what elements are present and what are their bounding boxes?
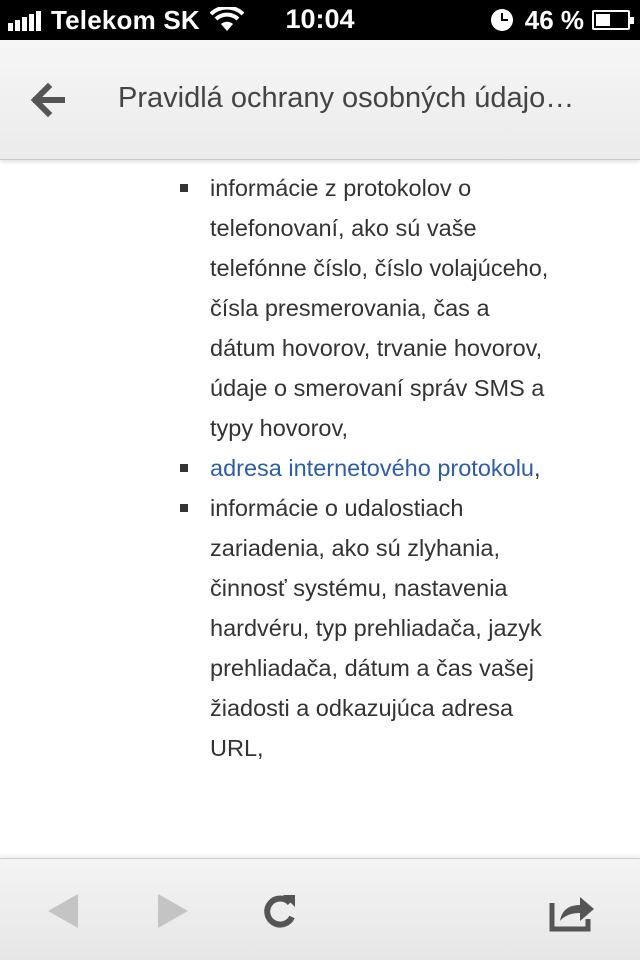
carrier-name: Telekom SK bbox=[51, 4, 200, 35]
back-button[interactable] bbox=[24, 78, 72, 122]
list-item bbox=[180, 488, 550, 768]
bullet-icon bbox=[180, 464, 188, 472]
battery-percent: 46 % bbox=[524, 4, 584, 35]
browser-forward-button[interactable] bbox=[146, 889, 194, 933]
list-item bbox=[180, 168, 550, 448]
page-title: Pravidlá ochrany osobných údajo… bbox=[118, 82, 575, 114]
battery-fill bbox=[596, 14, 610, 26]
forward-triangle-icon bbox=[146, 889, 194, 933]
reload-button[interactable] bbox=[256, 889, 304, 933]
browser-back-button[interactable] bbox=[42, 889, 90, 933]
reload-icon bbox=[256, 889, 304, 933]
list-item-text: informácie z protokolov o telefonovaní, ako sú vaše telefónne číslo, číslo volajúceho, čísla presmerovania, čas a dátum hovorov, trvanie hovorov, údaje o smerovaní správ SMS a typy hovorov, bbox=[210, 175, 549, 441]
clock-icon bbox=[491, 9, 513, 31]
arrow-left-icon bbox=[24, 78, 72, 122]
bullet-icon bbox=[180, 184, 188, 192]
page-content[interactable] bbox=[0, 160, 640, 858]
bottom-toolbar bbox=[0, 858, 640, 960]
ip-address-link[interactable]: adresa internetového protokolu bbox=[210, 455, 534, 481]
status-right bbox=[491, 5, 630, 35]
share-button[interactable] bbox=[548, 889, 596, 933]
list-item-text: informácie o udalostiach zariadenia, ako sú zlyhania, činnosť systému, nastavenia hardvéru, typ prehliadača, jazyk prehliadača, dátum a čas vašej žiadosti a odkazujúca adresa URL, bbox=[210, 495, 542, 761]
list-item bbox=[180, 448, 550, 488]
battery-icon bbox=[592, 10, 630, 30]
list-item-suffix: , bbox=[534, 455, 541, 481]
status-time: 10:04 bbox=[285, 4, 355, 34]
bullet-list bbox=[180, 168, 550, 768]
header-bar bbox=[0, 40, 640, 160]
status-bar bbox=[0, 0, 640, 40]
bullet-icon bbox=[180, 504, 188, 512]
back-triangle-icon bbox=[42, 889, 90, 933]
share-icon bbox=[548, 889, 596, 933]
